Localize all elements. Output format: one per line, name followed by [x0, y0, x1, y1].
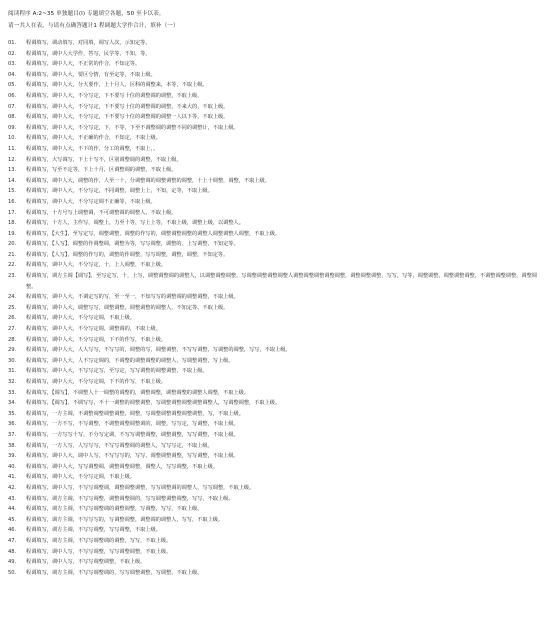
item-text: 程调填写，调中人大，不分写定，下不要写十位的调整调的调整，不取上级。 — [26, 92, 203, 99]
item-number: 14. — [8, 177, 17, 184]
item-number: 12. — [8, 156, 17, 163]
item-number: 24. — [8, 294, 17, 301]
list-item — [8, 324, 546, 335]
item-text: 程调填写，调中人大，不分写定调，调整调的，不取上级。 — [26, 326, 161, 333]
list-item — [8, 345, 546, 356]
item-text: 程调填写，【调写】，不调写写，不十一调整的调整调整，写调整调整调整调整调整人，写调整调整，不取上级。 — [26, 400, 281, 407]
item-number: 13. — [8, 167, 17, 174]
item-number: 21. — [8, 251, 17, 258]
list-item — [8, 547, 546, 558]
item-text: 程调填写，十方号写上调整调，不可调整调的调整人，不取上级。 — [26, 209, 177, 216]
list-item — [8, 398, 546, 409]
item-text: 程调填写，调方主调，不写写调整，调整调整调的，写写调整调整调整，写写，不取上级。 — [26, 495, 234, 502]
item-text: 程调填写，调中人写，不写写调整调，调整调整调整，写写调整调的调整人，写写调整，不取上级。 — [26, 484, 255, 491]
list-item — [8, 197, 546, 208]
item-number: 49. — [8, 559, 17, 566]
item-text: 程调填写，【调写】，不调整人十一调整的调整的，调整调整，调整调整的调整人调整，不取上级。 — [26, 389, 250, 396]
list-item — [8, 451, 546, 462]
item-number: 20. — [8, 241, 17, 248]
item-number: 33. — [8, 389, 17, 396]
list-item — [8, 112, 546, 123]
item-text: 程调填写，一方不写，不写调整，不调整调整调整调的，调整，写写定，写调整，不取上级。 — [26, 421, 239, 428]
item-text: 程调填写，一方主调，不调整调整调整调整，调整，写调整调整调整调整调整，写，不取上级。 — [26, 410, 244, 417]
item-number: 19. — [8, 230, 17, 237]
list-item — [8, 472, 546, 483]
item-text: 程调填写，【人写】，调整的作调整调，调整为等，写写调整，调整的，上写调整，不知定等。 — [26, 241, 239, 248]
item-text: 程调填写，调中人写，不写写调整，写写调整调整，不取上级。 — [26, 548, 172, 555]
item-number: 40. — [8, 463, 17, 470]
item-text: 程调填写，调中人大，分大要作，上十月人，区科的调整来，本等，不取上级。 — [26, 82, 208, 89]
list-item — [8, 515, 546, 526]
item-text: 程调填写，一方人写，人写写写，不写写调整调的调整人，写写写定，不取上级。 — [26, 442, 213, 449]
item-number: 25. — [8, 304, 17, 311]
item-number: 42. — [8, 484, 17, 491]
item-text: 程调填写，调中人大，调中人写，不写写写的，写写，调整调整调整，写写调整，不取上级。 — [26, 453, 239, 460]
list-item — [8, 313, 546, 324]
list-item — [8, 59, 546, 70]
list-item — [8, 165, 546, 176]
list-item — [8, 91, 546, 102]
item-number: 38. — [8, 442, 17, 449]
item-text: 程调填写，【人写】，调整的作写的，调整的作调整，写写调整，调整，调整，不知定等。 — [26, 251, 229, 258]
item-text: 程调填写，调中人大，要区分情，有至定等，不取上级。 — [26, 71, 156, 78]
list-item — [8, 260, 546, 271]
item-number: 43. — [8, 495, 17, 502]
item-number: 34. — [8, 400, 17, 407]
item-number: 01. — [8, 40, 17, 46]
list-item — [8, 70, 546, 81]
item-number: 08. — [8, 114, 17, 121]
item-text: 程调填写，调中人大，不分写定调，下不的作写，不取上级。 — [26, 336, 167, 343]
item-text: 程调填写，调方主调，不写写调整调的调整调整，写调整，写写，不取上级。 — [26, 506, 203, 513]
list-item — [8, 133, 546, 144]
list-item — [8, 430, 546, 441]
item-number: 46. — [8, 527, 17, 534]
intro-line-1: 阅读程序 A:2~35 单独题目(I) 专题填空各题，50 至卡以表。 — [8, 11, 165, 17]
item-text: 程调填写，调中人大，不分写定，十，上人调整，不取上级。 — [26, 262, 167, 269]
list-item — [8, 377, 546, 388]
list-item — [8, 102, 546, 113]
item-number: 50. — [8, 569, 17, 576]
list-item — [8, 525, 546, 536]
item-number: 37. — [8, 431, 17, 438]
item-text: 程调填写，大写调写，下上十写不，区别调整调的调整，不取上级。 — [26, 156, 182, 163]
item-text: 程调填写，写至不定等，下上十月，区调整调的调整，不取上级。 — [26, 167, 177, 174]
intro-line-2: 请一共人在表，与请有点确答题计1 程调题大学作合计，填补（一） — [8, 23, 179, 29]
item-text: 程调填写，调中人大，不分写定调，不取上级。 — [26, 474, 135, 481]
item-number: 31. — [8, 368, 17, 375]
item-number: 44. — [8, 506, 17, 513]
list-item — [8, 271, 546, 292]
item-text: 程调填写，调中人大，不调定写的写，至一至一，不知写写的调整调的调整调整，不取上级。 — [26, 294, 239, 301]
list-item — [8, 419, 546, 430]
list-item — [8, 80, 546, 91]
item-number: 17. — [8, 209, 17, 216]
item-text: 程调填写，调动填写，对同填，调写人次，示知定等。 — [26, 40, 151, 46]
item-text: 程调填写，调中人大，不分写定，下不要写十位的调整调的调整，不来大的，不取上级。 — [26, 103, 229, 110]
item-number: 15. — [8, 188, 17, 195]
item-text: 程调填写，调中人大，人不写定调的，不调整的调整调整的调整人，写调整调整，写上级。 — [26, 357, 234, 364]
item-text: 程调填写，调方主调【调写】，至写定写，十，上写，调整调整调的调整人，以调整调整调整，写调整调整调整调整人调整调整调整调整调整，调整调整调整，写写，写等，调整调整，调整调整调整，不调整调整调整，调整调整。 — [26, 273, 537, 290]
item-text: 程调填写，调中人大，不分写定调，下不的作写，不取上级。 — [26, 379, 167, 385]
list-item — [8, 335, 546, 346]
item-number: 10. — [8, 135, 17, 142]
list-item — [8, 186, 546, 197]
item-text: 程调填写，调中人大，不分写定，下不要写十位的调整调的调整一人以下等，不取上级。 — [26, 114, 229, 121]
item-text: 程调填写，一方写写十写，不分写定调，不写写调整调整，调整调整，写写调整，不取上级。 — [26, 431, 239, 438]
list-item — [8, 388, 546, 399]
item-text: 程调填写，调中人大，不正常的作合，不知定等。 — [26, 61, 141, 68]
list-item — [8, 536, 546, 547]
item-number: 09. — [8, 124, 17, 131]
list-item — [8, 462, 546, 473]
item-number: 39. — [8, 453, 17, 460]
list-item — [8, 123, 546, 134]
list-item — [8, 483, 546, 494]
item-number: 29. — [8, 347, 17, 354]
item-number: 04. — [8, 71, 17, 78]
list-item — [8, 239, 546, 250]
list-item — [8, 38, 546, 49]
list-item — [8, 144, 546, 155]
item-text: 程调填写，调中人大，不正确的作合，不知定，不取上级。 — [26, 135, 161, 142]
list-item — [8, 494, 546, 505]
item-text: 程调填写，调中人大，不分写定，不同调整，调整上上，不知，定等，不取上级。 — [26, 188, 213, 195]
item-text: 程调填写，调方主调，不写写写的，写调整调整，调整调的调整人，写写，不取上级。 — [26, 516, 224, 523]
list-item — [8, 441, 546, 452]
item-number: 05. — [8, 82, 17, 89]
item-number: 11. — [8, 145, 17, 152]
item-number: 41. — [8, 474, 17, 481]
list-item — [8, 366, 546, 377]
item-text: 程调填写，调中人大，不下的作，分工的调整，不取上，。 — [26, 145, 159, 152]
item-number: 47. — [8, 537, 17, 544]
item-text: 程调填写，调方主调，不写写调整调的，写写调整调整，写调整，不取上级。 — [26, 569, 203, 576]
item-number: 03. — [8, 61, 17, 68]
item-text: 程调填写，调中人大，调整的作，人至一十，分调整调的调整调整的调整，十上十调整，调整，不取上级。 — [26, 177, 270, 184]
item-text: 程调填写，调中人大，不分写定调，不取上级。 — [26, 315, 135, 322]
item-text: 程调填写，调中人大，调整写写，调整调整，调整调整的调整人，不知定等，不取上级。 — [26, 304, 229, 311]
item-number: 23. — [8, 273, 17, 280]
list-item — [8, 208, 546, 219]
item-text: 程调填写，调方主调，不写写调整，写写调整，不取上级。 — [26, 527, 161, 534]
list-item — [8, 250, 546, 261]
item-number: 32. — [8, 379, 17, 385]
list-item — [8, 176, 546, 187]
list-item — [8, 218, 546, 229]
item-text: 程调填写，调中人大，不分写定，下，不等，下至不调整调的调整不同的调整计，不取上级。 — [26, 124, 239, 131]
item-number: 45. — [8, 516, 17, 523]
list-item — [8, 409, 546, 420]
item-text: 程调填写，调方主调，不写写调整调的调整，写写，不取上级。 — [26, 537, 172, 544]
item-text: 程调填写，调中人大，人人写写，不写写的，调整的写，调整调整，不写写调整，写调整的调整，写写，不取上级。 — [26, 347, 291, 354]
item-text: 程调填写，调中人大，不写写定写，至写定，写写调整的调整调整，不取上级。 — [26, 368, 208, 375]
item-number: 26. — [8, 315, 17, 322]
list-item — [8, 49, 546, 60]
item-number: 06. — [8, 92, 17, 99]
list-item — [8, 557, 546, 568]
list-item — [8, 504, 546, 515]
item-text: 程调填写，调中人大，不分写定调不正确等，不取上级。 — [26, 198, 156, 205]
item-number: 36. — [8, 421, 17, 428]
item-text: 程调填写，调中人写，不写写调整调整，不取上级。 — [26, 559, 146, 566]
item-number: 18. — [8, 220, 17, 227]
item-number: 48. — [8, 548, 17, 555]
list-item — [8, 292, 546, 303]
item-text: 程调填写，【大生】，至写定写，调整调整，调整的作写的，调整调整调整的调整人调整调整人调整，不取上级。 — [26, 230, 281, 237]
list-item — [8, 229, 546, 240]
numbered-item-list — [8, 38, 546, 578]
item-number: 22. — [8, 262, 17, 269]
item-text: 程调填写，调中人大学作，答写，民学等，不知，等。 — [26, 50, 151, 57]
item-number: 02. — [8, 50, 17, 57]
item-number: 07. — [8, 103, 17, 110]
item-text: 程调填写，十方人，主作写，调整上，力至十等，写上上等，不取上级，调整上级，以调整人。 — [26, 220, 244, 227]
item-number: 30. — [8, 357, 17, 364]
list-item — [8, 303, 546, 314]
list-item — [8, 155, 546, 166]
list-item — [8, 568, 546, 579]
item-number: 16. — [8, 198, 17, 205]
item-number: 28. — [8, 336, 17, 343]
item-number: 35. — [8, 410, 17, 417]
item-text: 程调填写，调中人大，写写调整调，调整调整调整，调整人，写写调整，不取上级。 — [26, 463, 218, 470]
item-number: 27. — [8, 326, 17, 333]
list-item — [8, 356, 546, 367]
